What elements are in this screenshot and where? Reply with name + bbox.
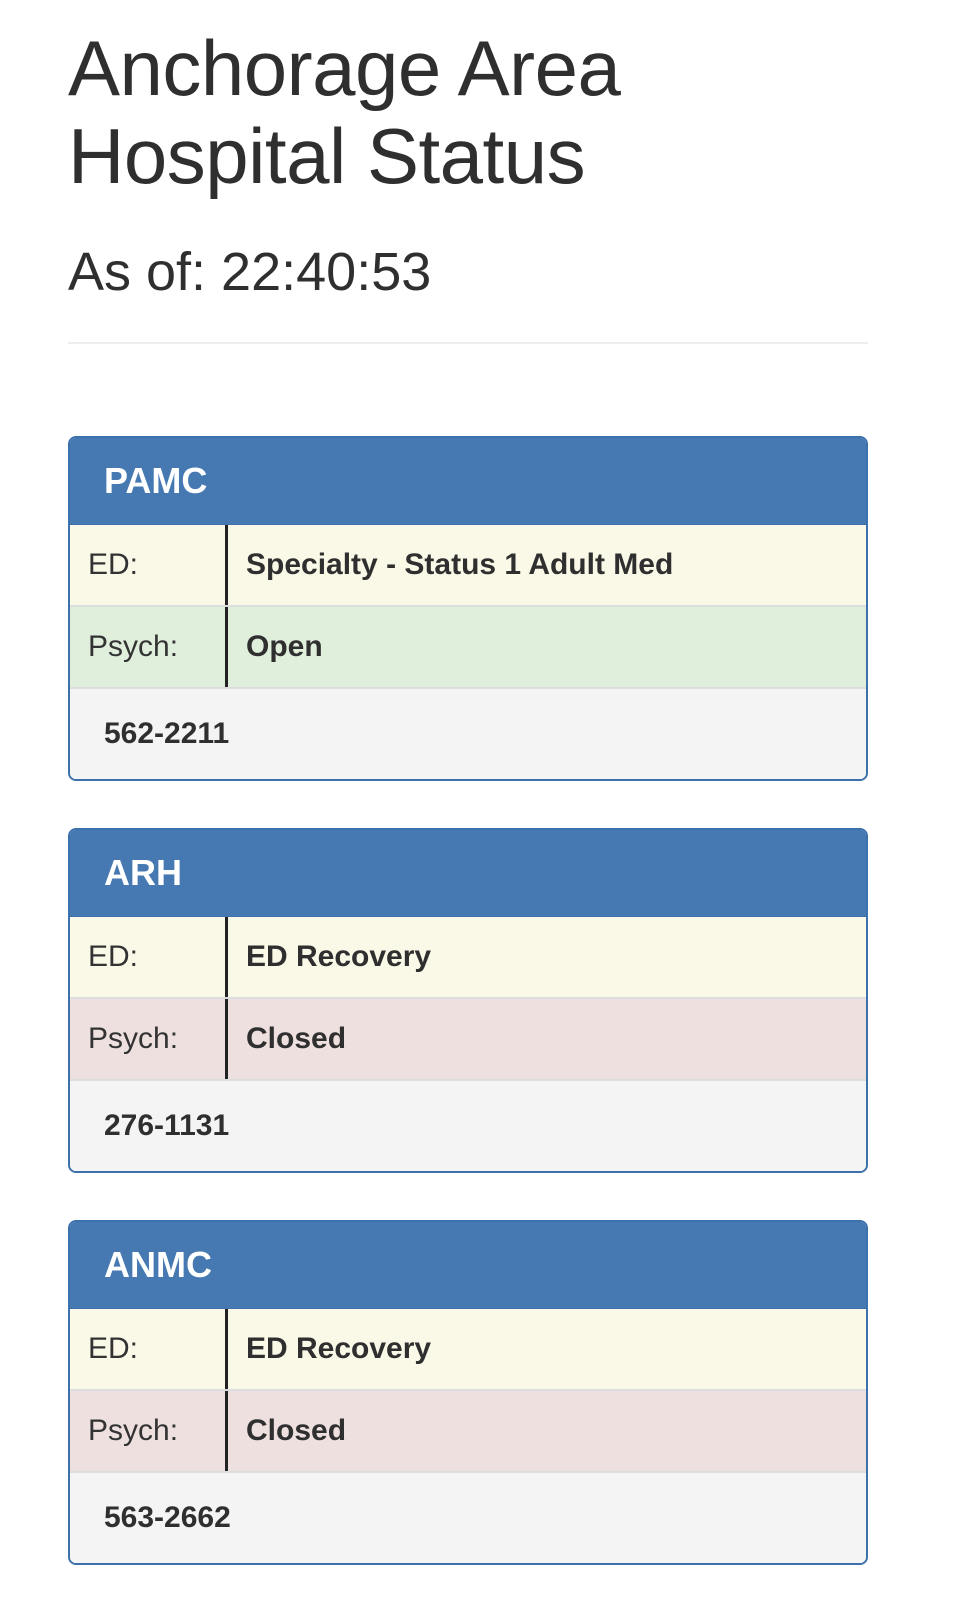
hospital-name: PAMC [70,438,866,525]
ed-status: ED Recovery [246,1332,432,1365]
psych-status: Closed [246,1414,347,1447]
psych-status-row [70,999,866,1081]
ed-status-row [70,1309,866,1391]
psych-label: Psych: [70,607,228,687]
psych-status-row [70,607,866,689]
ed-label: ED: [70,1309,228,1389]
ed-status: ED Recovery [246,940,432,973]
page-title: Anchorage Area Hospital Status [68,24,621,200]
psych-status: Closed [246,1022,347,1055]
hospital-panel-pamc [68,436,868,781]
phone-number[interactable]: 563-2662 [70,1473,866,1563]
ed-status-row [70,917,866,999]
ed-status: Specialty - Status 1 Adult Med [246,548,674,581]
divider [68,342,868,344]
hospital-name: ANMC [70,1222,866,1309]
hospital-name: ARH [70,830,866,917]
psych-status: Open [246,630,323,663]
psych-label: Psych: [70,1391,228,1471]
psych-label: Psych: [70,999,228,1079]
psych-status-row [70,1391,866,1473]
phone-number[interactable]: 562-2211 [70,689,866,779]
as-of-timestamp: As of: 22:40:53 [68,242,432,302]
phone-number[interactable]: 276-1131 [70,1081,866,1171]
ed-label: ED: [70,525,228,605]
hospital-panel-arh [68,828,868,1173]
hospital-panel-anmc [68,1220,868,1565]
ed-label: ED: [70,917,228,997]
ed-status-row [70,525,866,607]
